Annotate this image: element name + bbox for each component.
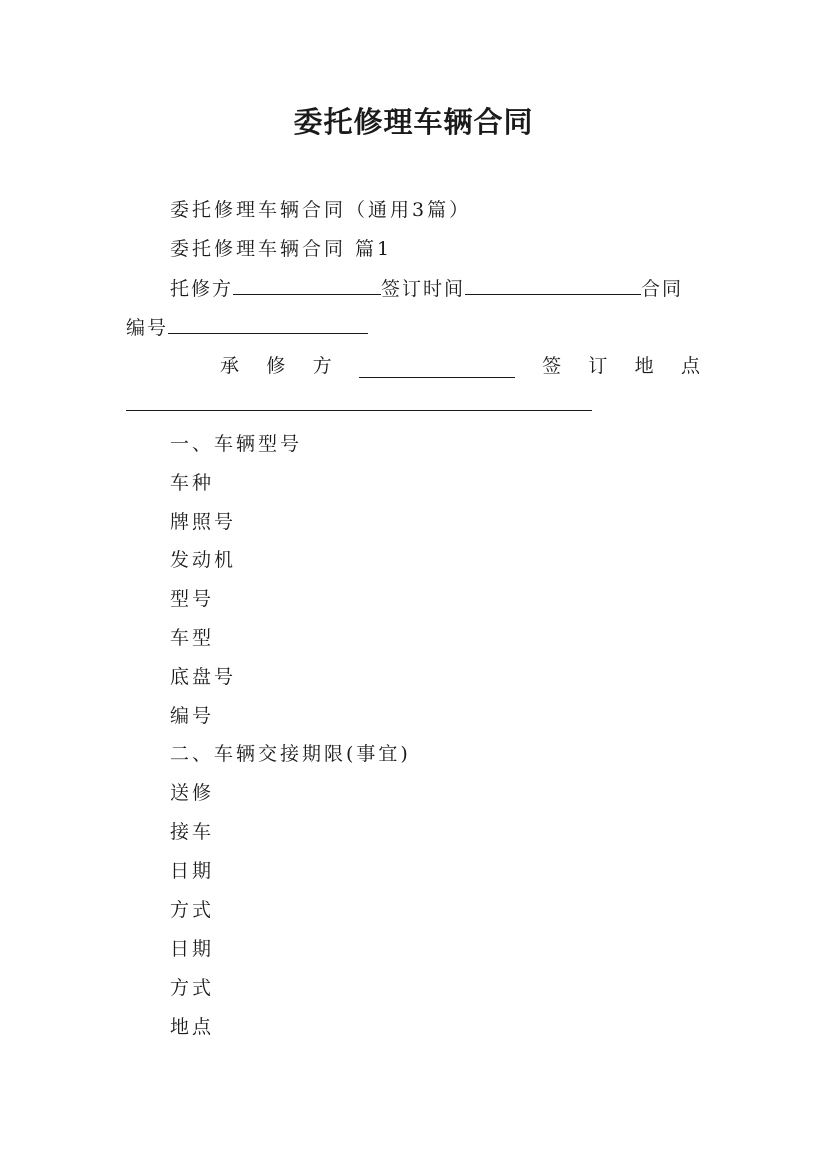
list-item: 接车 — [170, 821, 215, 843]
client-line — [170, 276, 683, 301]
sign-time-blank — [465, 276, 641, 295]
section-heading: 委托修理车辆合同 篇1 — [170, 238, 393, 260]
list-item: 地点 — [170, 1016, 215, 1038]
sign-time-label: 签订时间 — [381, 278, 466, 300]
list-item: 方式 — [170, 899, 215, 921]
list-item: 日期 — [170, 938, 215, 960]
document-subtitle: 委托修理车辆合同（通用3篇） — [170, 199, 472, 221]
document-title: 委托修理车辆合同 — [293, 105, 534, 139]
contract-number-line — [126, 315, 368, 340]
contract-label-tail: 合同 — [641, 278, 684, 300]
repairer-char-3: 方 — [312, 355, 332, 377]
list-item: 底盘号 — [170, 666, 237, 688]
repairer-char-5: 订 — [588, 355, 608, 377]
sign-place-blank-line — [126, 392, 592, 417]
list-item: 方式 — [170, 977, 215, 999]
list-item: 牌照号 — [170, 511, 237, 533]
list-item: 二、车辆交接期限(事宜) — [170, 743, 411, 765]
client-label: 托修方 — [170, 278, 234, 300]
repairer-char-7: 点 — [680, 355, 700, 377]
list-item: 一、车辆型号 — [170, 433, 303, 455]
repairer-char-4: 签 — [542, 355, 562, 377]
list-item: 车型 — [170, 627, 215, 649]
list-item: 发动机 — [170, 549, 237, 571]
contract-number-blank — [168, 315, 368, 334]
list-item: 编号 — [170, 705, 215, 727]
repairer-char-2: 修 — [266, 355, 286, 377]
list-item: 型号 — [170, 588, 215, 610]
list-item: 车种 — [170, 472, 215, 494]
list-item: 送修 — [170, 782, 215, 804]
contract-number-label: 编号 — [126, 317, 169, 339]
repairer-char-6: 地 — [634, 355, 654, 377]
repairer-line — [220, 354, 700, 378]
sign-place-blank — [126, 392, 592, 411]
client-blank — [233, 276, 381, 295]
repairer-blank — [359, 359, 515, 378]
repairer-char-1: 承 — [220, 355, 240, 377]
list-item: 日期 — [170, 860, 215, 882]
